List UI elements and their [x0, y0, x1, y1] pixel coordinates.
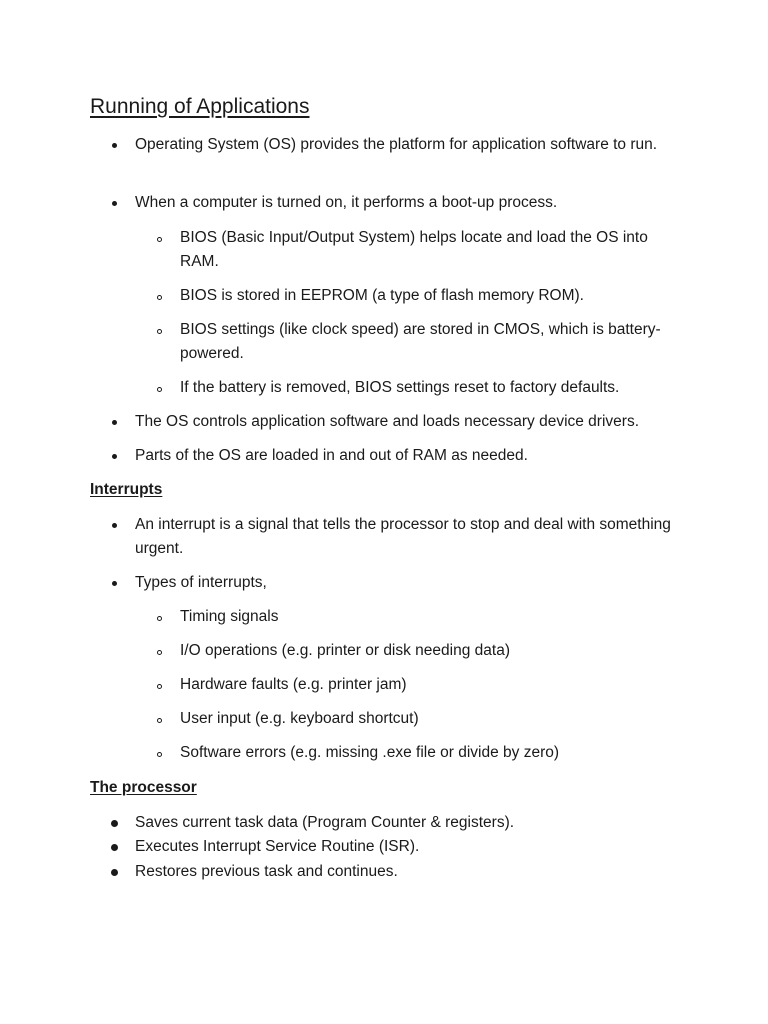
list-item	[135, 513, 675, 561]
list-item-text: Hardware faults (e.g. printer jam)	[180, 676, 407, 693]
circle-bullet-icon	[157, 295, 162, 300]
list-item	[135, 410, 675, 434]
list-item	[135, 811, 675, 835]
list-item-text: The OS controls application software and loads necessary device drivers.	[135, 413, 639, 430]
list-item-text: Operating System (OS) provides the platform for application software to run.	[135, 136, 658, 153]
list-item	[135, 860, 675, 884]
list-item-text: User input (e.g. keyboard shortcut)	[180, 710, 419, 727]
list-item-text: BIOS (Basic Input/Output System) helps locate and load the OS into RAM.	[180, 229, 648, 270]
bullet-icon	[111, 844, 118, 851]
circle-bullet-icon	[157, 650, 162, 655]
sub-list-item	[180, 707, 675, 731]
list-item	[135, 133, 675, 157]
sub-list-item	[180, 673, 675, 697]
list-item-text: Restores previous task and continues.	[135, 863, 398, 880]
list-item-text: I/O operations (e.g. printer or disk needing data)	[180, 642, 510, 659]
bullet-icon	[111, 820, 118, 827]
list-item-text: Executes Interrupt Service Routine (ISR).	[135, 838, 420, 855]
list-item	[135, 444, 675, 468]
bullet-icon	[112, 420, 117, 425]
list-item-text: If the battery is removed, BIOS settings reset to factory defaults.	[180, 379, 620, 396]
sub-list-item	[180, 741, 675, 765]
sub-list-item	[180, 226, 675, 274]
circle-bullet-icon	[157, 684, 162, 689]
list-item	[135, 191, 675, 215]
bullet-icon	[112, 523, 117, 528]
list-item-text: Saves current task data (Program Counter & registers).	[135, 814, 515, 831]
list-item-text: Types of interrupts,	[135, 574, 267, 591]
section-heading-interrupts: Interrupts	[90, 481, 163, 498]
bullet-icon	[112, 143, 117, 148]
sub-list-item	[180, 284, 675, 308]
list-item-text: Parts of the OS are loaded in and out of RAM as needed.	[135, 447, 528, 464]
list-item-text: An interrupt is a signal that tells the processor to stop and deal with something urgent.	[135, 516, 671, 557]
bullet-icon	[112, 581, 117, 586]
circle-bullet-icon	[157, 718, 162, 723]
sub-list-item	[180, 639, 675, 663]
list-item	[135, 835, 675, 859]
bullet-icon	[111, 869, 118, 876]
circle-bullet-icon	[157, 387, 162, 392]
list-item-text: BIOS is stored in EEPROM (a type of flash memory ROM).	[180, 287, 584, 304]
circle-bullet-icon	[157, 329, 162, 334]
list-item	[135, 571, 675, 595]
list-item-text: Software errors (e.g. missing .exe file or divide by zero)	[180, 744, 560, 761]
sub-list-item	[180, 318, 675, 366]
sub-list-item	[180, 605, 675, 629]
circle-bullet-icon	[157, 616, 162, 621]
list-item-text: When a computer is turned on, it performs a boot-up process.	[135, 194, 558, 211]
circle-bullet-icon	[157, 752, 162, 757]
circle-bullet-icon	[157, 237, 162, 242]
sub-list-item	[180, 376, 675, 400]
list-item-text: BIOS settings (like clock speed) are stored in CMOS, which is battery-powered.	[180, 321, 661, 362]
bullet-icon	[112, 201, 117, 206]
section-heading-processor: The processor	[90, 779, 197, 796]
bullet-icon	[112, 454, 117, 459]
page-title: Running of Applications	[90, 95, 310, 118]
list-item-text: Timing signals	[180, 608, 279, 625]
